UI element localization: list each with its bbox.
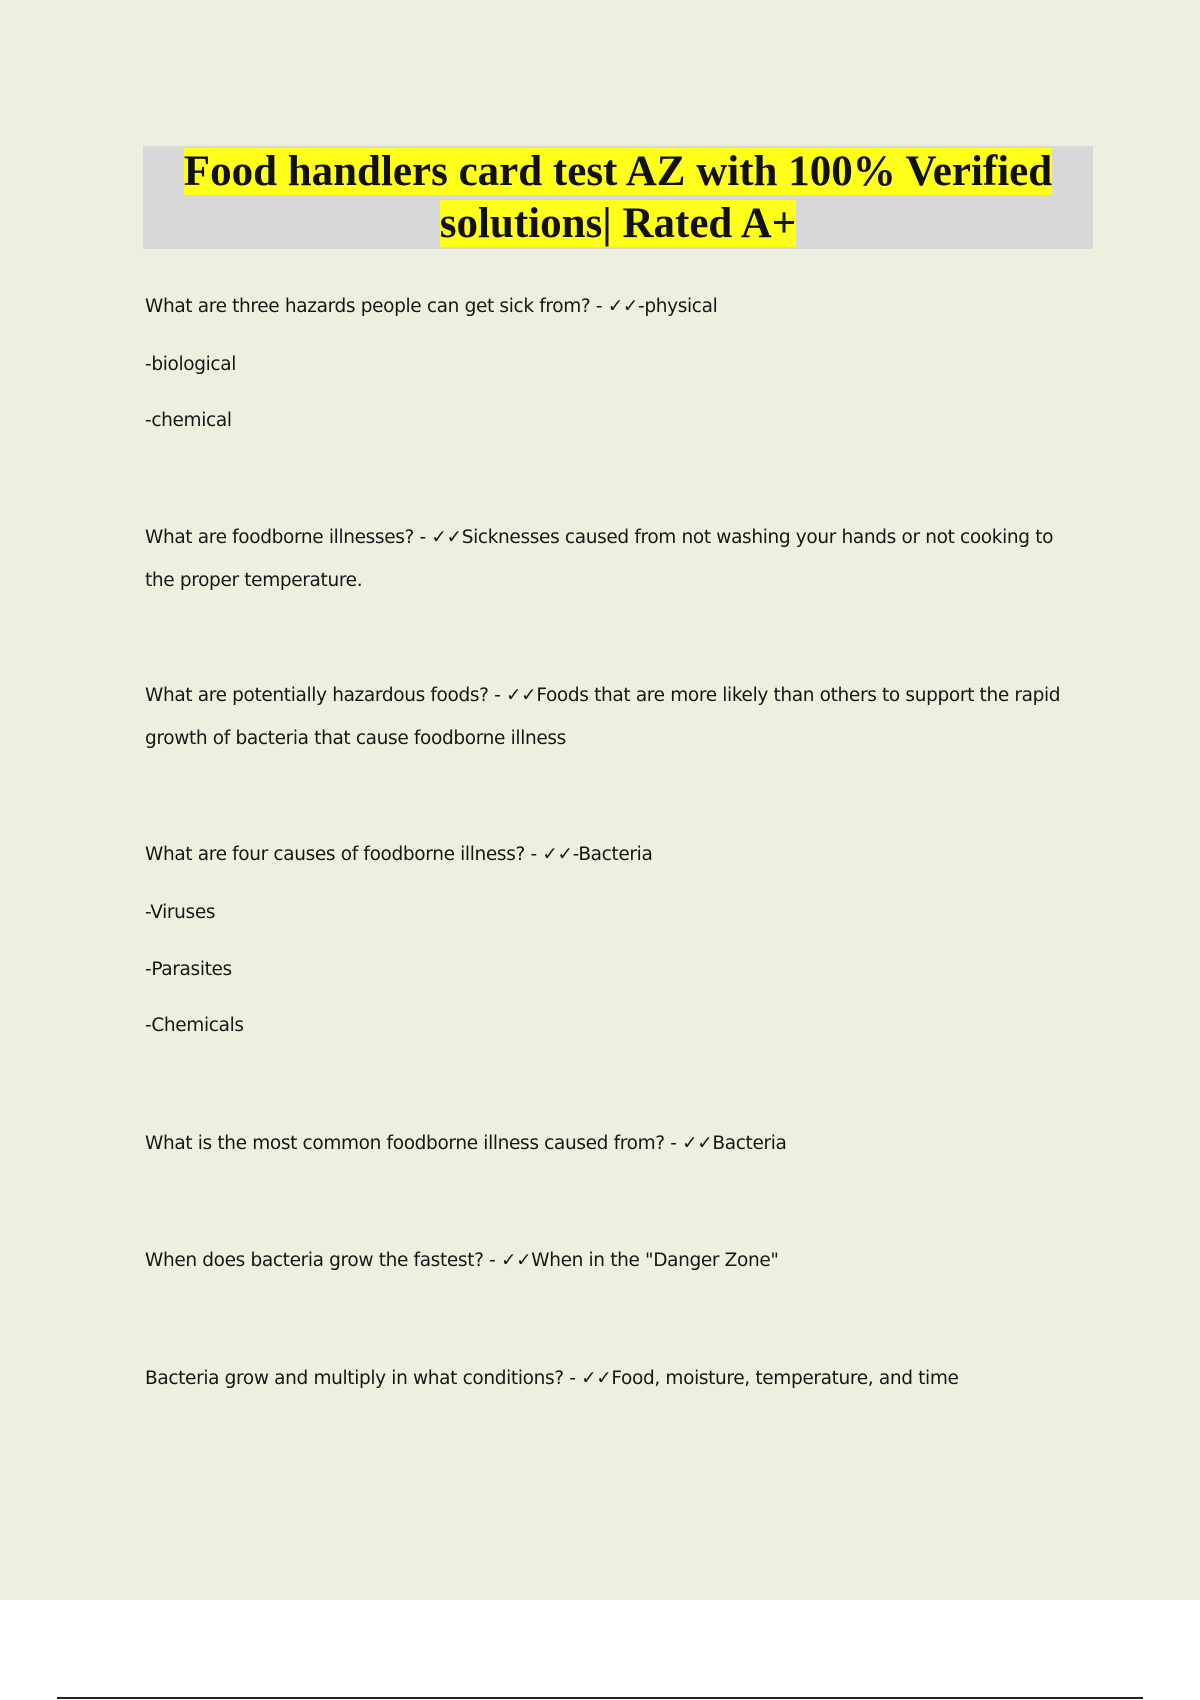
title-line-2: solutions| Rated A+ — [439, 200, 797, 247]
title-line-1: Food handlers card test AZ with 100% Verified — [183, 148, 1053, 195]
qa-2-question-line: What are foodborne illnesses? - ✓✓Sicknesses caused from not washing your hands or not cooking to — [145, 527, 1054, 548]
qa-6-question-line: When does bacteria grow the fastest? - ✓✓When in the "Danger Zone" — [145, 1250, 779, 1271]
qa-4-answer-line: -Chemicals — [145, 1015, 244, 1036]
qa-2-answer-line: the proper temperature. — [145, 570, 363, 591]
qa-1-answer-line: -chemical — [145, 410, 232, 431]
qa-4-answer-line: -Parasites — [145, 959, 232, 980]
qa-5-question-line: What is the most common foodborne illness caused from? - ✓✓Bacteria — [145, 1133, 787, 1154]
qa-1-answer-line: -biological — [145, 354, 237, 375]
qa-7-question-line: Bacteria grow and multiply in what conditions? - ✓✓Food, moisture, temperature, and time — [145, 1368, 959, 1389]
footer-rule — [57, 1697, 1143, 1699]
qa-1-question-line: What are three hazards people can get sick from? - ✓✓-physical — [145, 296, 718, 317]
document-title — [143, 146, 1093, 250]
qa-3-answer-line: growth of bacteria that cause foodborne illness — [145, 728, 566, 749]
qa-4-answer-line: -Viruses — [145, 902, 216, 923]
qa-4-question-line: What are four causes of foodborne illness? - ✓✓-Bacteria — [145, 844, 653, 865]
title-box — [143, 146, 1093, 249]
qa-3-question-line: What are potentially hazardous foods? - ✓✓Foods that are more likely than others to support the rapid — [145, 685, 1061, 706]
